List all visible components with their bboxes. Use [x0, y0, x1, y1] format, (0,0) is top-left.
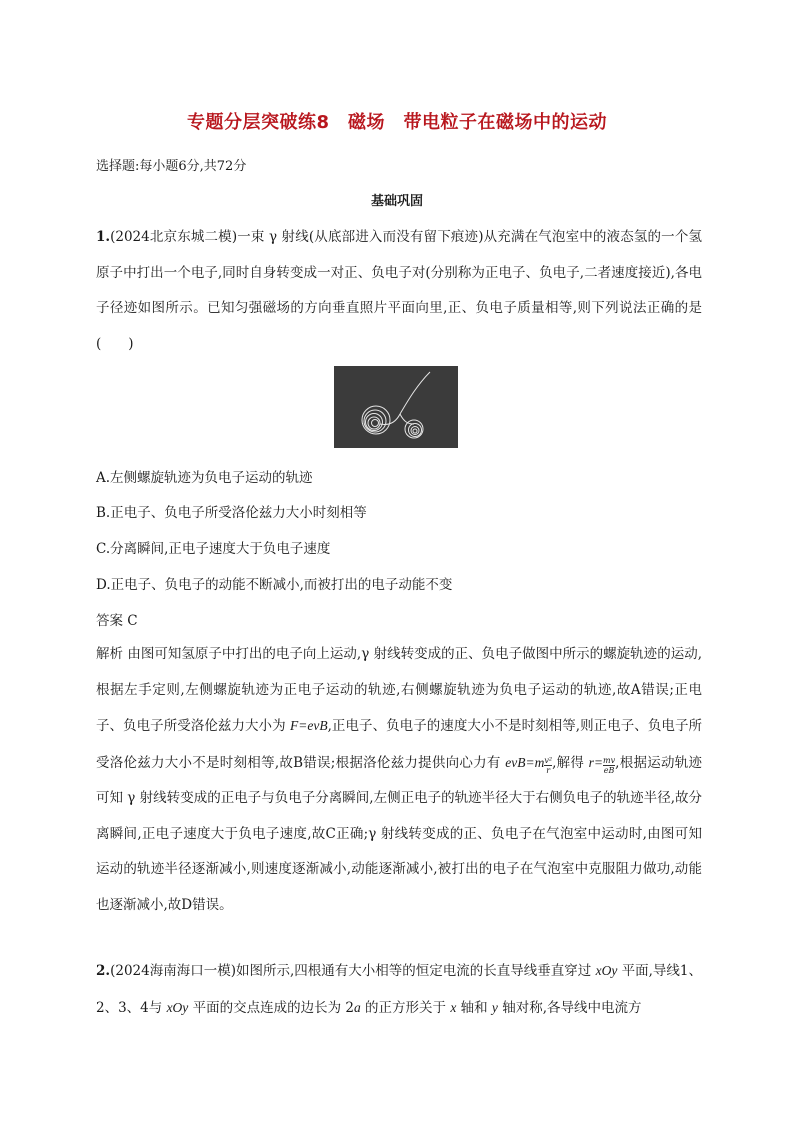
formula-lorentz-force: F=evB: [290, 718, 328, 733]
fraction-denominator: r: [546, 765, 551, 775]
analysis-text-3: ,解得: [552, 754, 589, 771]
answer: 答案 C: [96, 613, 138, 629]
formula-centripetal-left: evB=m: [505, 754, 545, 770]
formula-radius-left: r=: [588, 754, 604, 770]
section-heading: 基础巩固: [370, 194, 423, 209]
spiral-tracks-icon: [334, 366, 458, 448]
option-d: D.正电子、负电子的动能不断减小,而被打出的电子动能不变: [96, 577, 453, 593]
question-2-text-3: 平面的交点连成的边长为 2: [188, 999, 354, 1016]
option-c: C.分离瞬间,正电子速度大于负电子速度: [96, 541, 331, 557]
question-number: 1.: [96, 229, 111, 245]
plane-name: xOy: [166, 999, 189, 1015]
analysis-text-2: ,正电子、负电子的速度大小不是时刻相等,则正电子、负电子所受洛伦兹力大小不是时刻相等,故B错误;根据洛伦兹力提供向心力有: [96, 718, 702, 771]
bubble-chamber-figure: [334, 366, 458, 448]
question-2-text-6: 轴对称,各导线中电流方: [497, 999, 642, 1016]
formula-centripetal-fraction: [544, 756, 552, 775]
question-2-text-1: (2024海南海口一模)如图所示,四根通有大小相等的恒定电流的长直导线垂直穿过: [110, 963, 596, 979]
fraction-numerator: v²: [544, 755, 553, 765]
variable-a: a: [353, 999, 361, 1015]
plane-name: xOy: [595, 963, 618, 978]
analysis-text-4: ,根据运动轨迹可知 γ 射线转变成的正电子与负电子分离瞬间,左侧正电子的轨迹半径大于右侧负电子的轨迹半径,故分离瞬间,正电子速度大于负电子速度,故C正确;γ 射线转变成的正、负电子在气泡室中运动时,由图可知运动的轨迹半径逐渐减小,则速度逐渐减小,动能逐渐减小,被打出的电子在气泡室中克服阻力做功,动能也逐渐减小,故D错误。: [96, 754, 702, 913]
question-2-text-5: 轴和: [456, 999, 492, 1016]
question-2-text-4: 的正方形关于: [360, 999, 451, 1016]
section-intro: 选择题:每小题6分,共72分: [96, 159, 247, 174]
formula-radius-fraction: [603, 756, 615, 775]
variable-x: x: [450, 999, 457, 1015]
variable-y: y: [491, 999, 498, 1015]
analysis-label: 解析: [96, 646, 124, 662]
option-b: B.正电子、负电子所受洛伦兹力大小时刻相等: [96, 505, 367, 521]
question-1: [96, 220, 702, 362]
analysis: [96, 637, 702, 923]
page-title: 专题分层突破练8 磁场 带电粒子在磁场中的运动: [186, 112, 608, 133]
question-2-text-2: 平面,导线1、2、3、4与: [96, 963, 702, 1016]
analysis-text-1: 由图可知氢原子中打出的电子向上运动,γ 射线转变成的正、负电子做图中所示的螺旋轨迹的运动,根据左手定则,左侧螺旋轨迹为正电子运动的轨迹,右侧螺旋轨迹为负电子运动的轨迹,故A错误;正电子、负电子所受洛伦兹力大小为: [96, 646, 703, 734]
fraction-numerator: mv: [603, 755, 616, 765]
question-2: [96, 953, 702, 1026]
option-a: A.左侧螺旋轨迹为负电子运动的轨迹: [96, 470, 313, 486]
fraction-denominator: eB: [603, 765, 615, 775]
question-1-text: (2024北京东城二模)一束 γ 射线(从底部进入而没有留下痕迹)从充满在气泡室中的液态氢的一个氢原子中打出一个电子,同时自身转变成一对正、负电子对(分别称为正电子、负电子,二者速度接近),各电子径迹如图所示。已知匀强磁场的方向垂直照片平面向里,正、负电子质量相等,则下列说法正确的是( ): [96, 229, 702, 352]
question-number: 2.: [96, 963, 111, 979]
